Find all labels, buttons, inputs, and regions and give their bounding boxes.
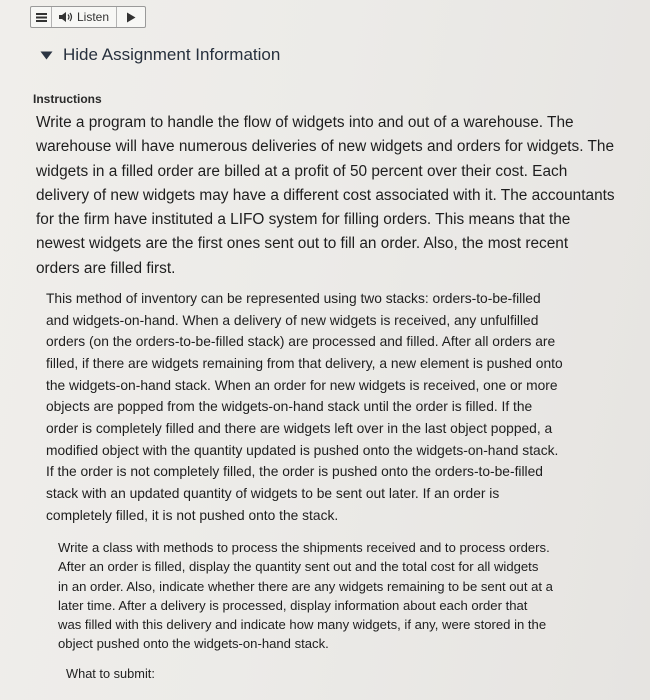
- text-line: objects are popped from the widgets-on-hand stack until the order is filled. If the: [46, 399, 533, 415]
- hide-assignment-toggle[interactable]: [40, 45, 280, 65]
- menu-icon: [36, 12, 47, 23]
- text-line: Write a class with methods to process the shipments received and to process orders.: [58, 540, 550, 555]
- listen-label: Listen: [77, 10, 110, 24]
- speaker-icon: [58, 11, 74, 23]
- text-line: order is completely filled and there are widgets left over in the last object popped, a: [46, 420, 553, 436]
- menu-button[interactable]: [31, 7, 52, 27]
- text-line: If the order is not completely filled, the order is pushed onto the orders-to-be-filled: [46, 464, 543, 480]
- listen-button[interactable]: [52, 7, 117, 27]
- text-line: filled, if there are widgets remaining from that delivery, a new element is pushed onto: [46, 355, 563, 371]
- instructions-heading: Instructions: [33, 92, 102, 106]
- caret-down-icon: [40, 51, 53, 60]
- text-line: in an order. Also, indicate whether there are any widgets remaining to be sent out at a: [58, 578, 553, 594]
- text-line: orders are filled first.: [36, 259, 176, 277]
- text-line: the widgets-on-hand stack. When an order for new widgets is received, one or more: [46, 377, 558, 393]
- play-icon: [126, 12, 136, 23]
- text-line: completely filled, it is not pushed onto the stack.: [46, 507, 339, 523]
- instructions-paragraph-3: [58, 538, 553, 654]
- text-line: stack with an updated quantity of widgets to be sent out later. If an order is: [46, 485, 500, 501]
- text-line: newest widgets are the first ones sent out to fill an order. Also, the most recent: [36, 235, 569, 253]
- hide-assignment-label: Hide Assignment Information: [63, 45, 281, 64]
- instructions-paragraph-1: [36, 111, 615, 281]
- text-line: orders (on the orders-to-be-filled stack) are processed and filled. After all orders are: [46, 334, 556, 350]
- text-line: After an order is filled, display the quantity sent out and the total cost for all widgets: [58, 559, 539, 575]
- listen-toolbar: [30, 6, 146, 28]
- text-line: modified object with the quantity updated is pushed onto the widgets-on-hand stack.: [46, 442, 559, 458]
- text-line: object pushed onto the widgets-on-hand stack.: [58, 636, 329, 652]
- text-line: for the firm have instituted a LIFO system for filling orders. This means that the: [36, 211, 571, 229]
- text-line: widgets in a filled order are billed at a profit of 50 percent over their cost. Each: [36, 162, 568, 180]
- text-line: warehouse will have numerous deliveries of new widgets and orders for widgets. The: [36, 138, 615, 156]
- text-line: Write a program to handle the flow of widgets into and out of a warehouse. The: [36, 114, 574, 131]
- text-line: This method of inventory can be represented using two stacks: orders-to-be-filled: [46, 291, 541, 306]
- what-to-submit-heading: What to submit:: [66, 666, 155, 681]
- text-line: delivery of new widgets may have a different cost associated with it. The accountants: [36, 186, 615, 204]
- text-line: and widgets-on-hand. When a delivery of new widgets is received, any unfulfilled: [46, 312, 539, 328]
- text-line: was filled with this delivery and indicate how many widgets, if any, were stored in the: [58, 617, 547, 633]
- instructions-paragraph-2: [46, 288, 563, 526]
- play-button[interactable]: [117, 7, 145, 27]
- text-line: later time. After a delivery is processed, display information about each order that: [58, 597, 528, 613]
